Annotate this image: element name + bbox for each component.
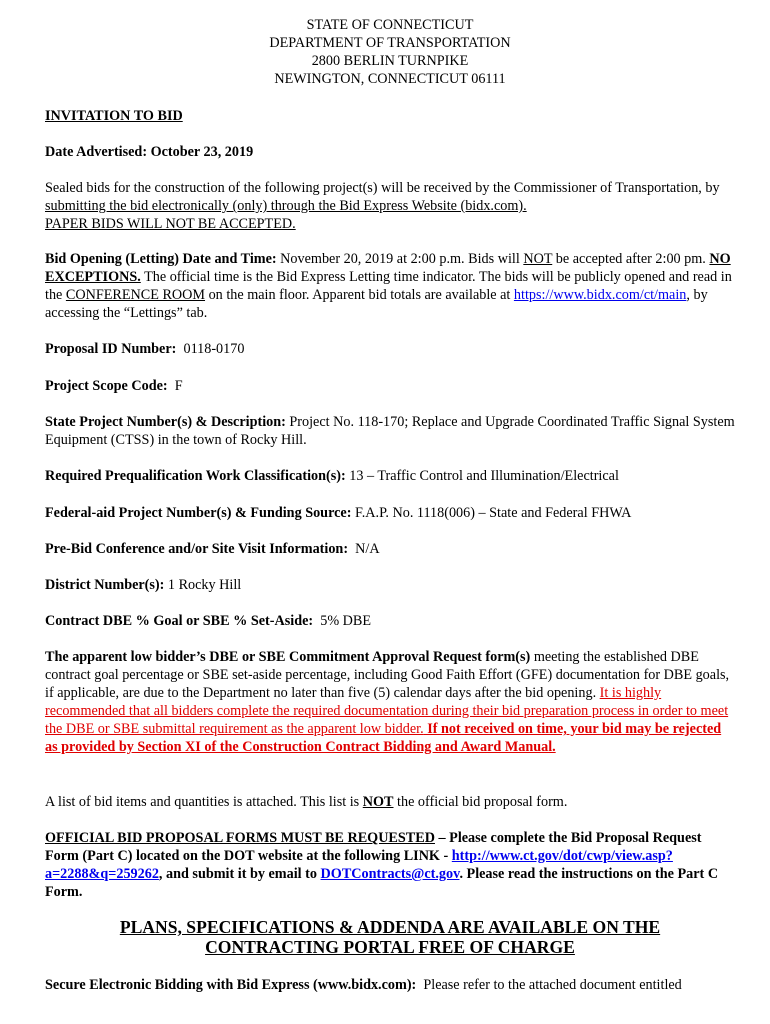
plans-heading: [45, 917, 735, 957]
header-state: STATE OF CONNECTICUT: [306, 17, 474, 33]
proposal-id: [45, 340, 735, 358]
state-project-label: State Project Number(s) & Description:: [45, 414, 286, 430]
rejection-warning: If not received on time, your bid may be rejected as provided by Section XI of the Construction Contract Bidding and Award Manual.: [45, 721, 722, 755]
agency-header: [45, 16, 735, 88]
header-street: 2800 BERLIN TURNPIKE: [311, 53, 469, 69]
header-department: DEPARTMENT OF TRANSPORTATION: [269, 35, 511, 51]
dbe-goal: [45, 612, 735, 630]
scope-label: Project Scope Code:: [45, 378, 168, 394]
bid-not: NOT: [523, 251, 553, 267]
low-bidder-label: The apparent low bidder’s DBE or SBE Commitment Approval Request form(s): [45, 649, 531, 665]
official-forms-text-2: , and submit it by email to: [158, 866, 321, 882]
district-number: [45, 576, 735, 594]
part-c-form-link[interactable]: http://www.ct.gov/dot/cwp/view.asp?a=2288&q=259262: [45, 848, 673, 882]
bid-opening-paragraph: [45, 250, 735, 322]
bid-opening-label: Bid Opening (Letting) Date and Time:: [45, 251, 277, 267]
bid-opening-text-4: on the main floor. Apparent bid totals are available at: [205, 287, 514, 303]
recommendation-warning: It is highly recommended that all bidders complete the required documentation during their bid preparation process in order to meet the DBE or SBE submittal requirement as the apparent low bidder.: [45, 685, 729, 737]
federal-label: Federal-aid Project Number(s) & Funding Source:: [45, 505, 352, 521]
secure-bidding-text: Please refer to the attached document entitled: [416, 977, 682, 993]
bid-items-text-2: the official bid proposal form.: [393, 794, 568, 810]
pre-bid-conference: [45, 540, 735, 558]
sealed-bids-paragraph: [45, 179, 735, 233]
sealed-underlined: submitting the bid electronically (only) through the Bid Express Website (bidx.com).: [45, 198, 527, 214]
prequalification: [45, 467, 735, 485]
dbe-goal-value: 5% DBE: [313, 613, 372, 629]
paper-bids-notice: PAPER BIDS WILL NOT BE ACCEPTED.: [45, 216, 296, 232]
project-scope: [45, 377, 735, 395]
secure-bidding: [45, 976, 735, 994]
federal-value: F.A.P. No. 1118(006) – State and Federal FHWA: [351, 505, 632, 521]
prequal-value: 13 – Traffic Control and Illumination/Electrical: [345, 468, 619, 484]
proposal-label: Proposal ID Number:: [45, 341, 177, 357]
prebid-value: N/A: [348, 541, 380, 557]
low-bidder-text: meeting the established DBE contract goal percentage or SBE set-aside percentage, including Good Faith Effort (GFE) documentation for DBE goals, if applicable, are due to the Department no later than five (5) calendar days after the bid opening.: [45, 649, 730, 701]
official-forms-text: – Please complete the Bid Proposal Request Form (Part C) located on the DOT website at the following LINK -: [45, 830, 702, 864]
state-project: [45, 413, 735, 449]
proposal-value: 0118-0170: [176, 341, 245, 357]
bid-items-not: NOT: [362, 794, 394, 810]
official-forms-heading: OFFICIAL BID PROPOSAL FORMS MUST BE REQUESTED: [45, 830, 435, 846]
official-forms-paragraph: [45, 829, 735, 901]
dbe-goal-label: Contract DBE % Goal or SBE % Set-Aside:: [45, 613, 314, 629]
official-forms-text-3: . Please read the instructions on the Part C Form.: [45, 866, 719, 900]
prebid-label: Pre-Bid Conference and/or Site Visit Information:: [45, 541, 349, 557]
dot-contracts-email-link[interactable]: DOTContracts@ct.gov: [320, 866, 460, 882]
sealed-text: Sealed bids for the construction of the following project(s) will be received by the Commissioner of Transportation, by: [45, 180, 720, 196]
district-label: District Number(s):: [45, 577, 165, 593]
bid-opening-text-3: The official time is the Bid Express Letting time indicator. The bids will be publicly opened and read in the: [45, 269, 732, 303]
bid-opening-text-2: be accepted after 2:00 pm.: [552, 251, 710, 267]
header-city: NEWINGTON, CONNECTICUT 06111: [274, 71, 506, 87]
federal-aid: [45, 504, 735, 522]
bid-opening-text-5: , by accessing the “Lettings” tab.: [45, 287, 708, 321]
bidx-link[interactable]: https://www.bidx.com/ct/main: [513, 287, 687, 303]
plans-heading-line-2: CONTRACTING PORTAL FREE OF CHARGE: [205, 937, 575, 957]
bid-items-note: [45, 793, 735, 811]
low-bidder-paragraph: [45, 648, 735, 756]
plans-heading-line-1: PLANS, SPECIFICATIONS & ADDENDA ARE AVAILABLE ON THE: [119, 917, 661, 937]
district-value: 1 Rocky Hill: [164, 577, 242, 593]
bid-items-text: A list of bid items and quantities is attached. This list is: [45, 794, 363, 810]
date-advertised: Date Advertised: October 23, 2019: [45, 144, 254, 160]
bid-opening-text: November 20, 2019 at 2:00 p.m. Bids will: [276, 251, 524, 267]
state-project-value: Project No. 118-170; Replace and Upgrade Coordinated Traffic Signal System Equipment (CTSS) in the town of Rocky Hill.: [45, 414, 735, 448]
prequal-label: Required Prequalification Work Classification(s):: [45, 468, 346, 484]
secure-bidding-label: Secure Electronic Bidding with Bid Express (www.bidx.com):: [45, 977, 417, 993]
no-exceptions: NO EXCEPTIONS.: [45, 251, 731, 285]
document-title: INVITATION TO BID: [45, 108, 183, 124]
conference-room: CONFERENCE ROOM: [65, 287, 206, 303]
scope-value: F: [167, 378, 183, 394]
